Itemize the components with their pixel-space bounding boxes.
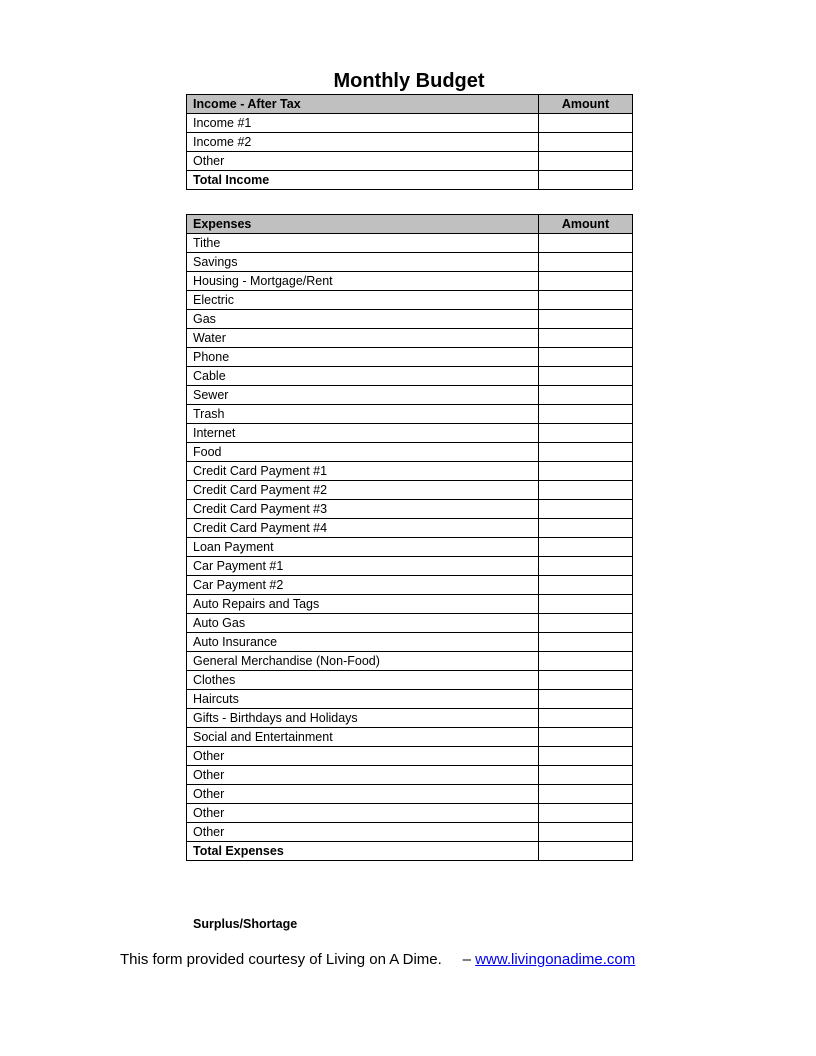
expenses-row xyxy=(187,804,633,823)
expenses-amount-cell[interactable] xyxy=(539,709,633,728)
income-amount-cell[interactable] xyxy=(539,114,633,133)
income-row xyxy=(187,152,633,171)
expenses-row-label: Credit Card Payment #1 xyxy=(187,462,539,481)
expenses-row-label: Clothes xyxy=(187,671,539,690)
expenses-row-label: Car Payment #2 xyxy=(187,576,539,595)
expenses-row-label: Sewer xyxy=(187,386,539,405)
expenses-amount-cell[interactable] xyxy=(539,462,633,481)
expenses-amount-cell[interactable] xyxy=(539,538,633,557)
expenses-row-label: Credit Card Payment #4 xyxy=(187,519,539,538)
expenses-amount-cell[interactable] xyxy=(539,576,633,595)
income-amount-cell[interactable] xyxy=(539,133,633,152)
expenses-row xyxy=(187,576,633,595)
expenses-row xyxy=(187,291,633,310)
footer-text: This form provided courtesy of Living on A Dime. xyxy=(120,951,442,968)
expenses-row xyxy=(187,595,633,614)
expenses-total-amount-cell[interactable] xyxy=(539,842,633,861)
expenses-row xyxy=(187,709,633,728)
surplus-shortage-label: Surplus/Shortage xyxy=(193,917,298,931)
expenses-row xyxy=(187,766,633,785)
income-amount-cell[interactable] xyxy=(539,152,633,171)
expenses-row xyxy=(187,462,633,481)
expenses-amount-cell[interactable] xyxy=(539,557,633,576)
expenses-amount-cell[interactable] xyxy=(539,386,633,405)
expenses-row-label: Other xyxy=(187,823,539,842)
income-header-amount: Amount xyxy=(539,95,633,114)
expenses-header-amount: Amount xyxy=(539,215,633,234)
expenses-amount-cell[interactable] xyxy=(539,614,633,633)
expenses-row-label: Internet xyxy=(187,424,539,443)
expenses-row xyxy=(187,690,633,709)
income-header-label: Income - After Tax xyxy=(187,95,539,114)
expenses-amount-cell[interactable] xyxy=(539,804,633,823)
footer xyxy=(120,951,635,968)
expenses-amount-cell[interactable] xyxy=(539,823,633,842)
expenses-amount-cell[interactable] xyxy=(539,633,633,652)
expenses-total-row xyxy=(187,842,633,861)
expenses-row-label: Other xyxy=(187,804,539,823)
expenses-row-label: Social and Entertainment xyxy=(187,728,539,747)
expenses-row xyxy=(187,557,633,576)
expenses-row xyxy=(187,386,633,405)
expenses-row-label: Gifts - Birthdays and Holidays xyxy=(187,709,539,728)
expenses-amount-cell[interactable] xyxy=(539,272,633,291)
expenses-row xyxy=(187,424,633,443)
expenses-row-label: Electric xyxy=(187,291,539,310)
expenses-amount-cell[interactable] xyxy=(539,595,633,614)
income-total-row xyxy=(187,171,633,190)
expenses-row xyxy=(187,823,633,842)
expenses-amount-cell[interactable] xyxy=(539,329,633,348)
expenses-header-label: Expenses xyxy=(187,215,539,234)
expenses-amount-cell[interactable] xyxy=(539,481,633,500)
expenses-row-label: Auto Repairs and Tags xyxy=(187,595,539,614)
expenses-amount-cell[interactable] xyxy=(539,671,633,690)
expenses-amount-cell[interactable] xyxy=(539,291,633,310)
expenses-row xyxy=(187,443,633,462)
expenses-row xyxy=(187,234,633,253)
expenses-row xyxy=(187,500,633,519)
expenses-total-label: Total Expenses xyxy=(187,842,539,861)
expenses-amount-cell[interactable] xyxy=(539,690,633,709)
expenses-row-label: Trash xyxy=(187,405,539,424)
expenses-row xyxy=(187,329,633,348)
footer-link[interactable]: www.livingonadime.com xyxy=(475,951,636,968)
expenses-row-label: Cable xyxy=(187,367,539,386)
expenses-amount-cell[interactable] xyxy=(539,234,633,253)
expenses-amount-cell[interactable] xyxy=(539,652,633,671)
expenses-row-label: Food xyxy=(187,443,539,462)
expenses-amount-cell[interactable] xyxy=(539,348,633,367)
expenses-amount-cell[interactable] xyxy=(539,747,633,766)
expenses-row xyxy=(187,633,633,652)
expenses-amount-cell[interactable] xyxy=(539,766,633,785)
expenses-amount-cell[interactable] xyxy=(539,443,633,462)
expenses-amount-cell[interactable] xyxy=(539,367,633,386)
income-row-label: Income #2 xyxy=(187,133,539,152)
expenses-row xyxy=(187,519,633,538)
expenses-row-label: Phone xyxy=(187,348,539,367)
expenses-row xyxy=(187,367,633,386)
expenses-row xyxy=(187,405,633,424)
expenses-row xyxy=(187,614,633,633)
expenses-row xyxy=(187,538,633,557)
expenses-row-label: Other xyxy=(187,766,539,785)
expenses-row xyxy=(187,348,633,367)
income-total-label: Total Income xyxy=(187,171,539,190)
expenses-row xyxy=(187,728,633,747)
expenses-amount-cell[interactable] xyxy=(539,253,633,272)
expenses-row xyxy=(187,652,633,671)
expenses-row-label: General Merchandise (Non-Food) xyxy=(187,652,539,671)
expenses-row xyxy=(187,253,633,272)
expenses-row-label: Gas xyxy=(187,310,539,329)
expenses-row-label: Tithe xyxy=(187,234,539,253)
footer-dash: – xyxy=(462,951,471,968)
income-row xyxy=(187,114,633,133)
expenses-row-label: Loan Payment xyxy=(187,538,539,557)
expenses-amount-cell[interactable] xyxy=(539,310,633,329)
income-row-label: Income #1 xyxy=(187,114,539,133)
expenses-amount-cell[interactable] xyxy=(539,519,633,538)
expenses-row-label: Credit Card Payment #2 xyxy=(187,481,539,500)
expenses-row-label: Other xyxy=(187,747,539,766)
expenses-row-label: Housing - Mortgage/Rent xyxy=(187,272,539,291)
expenses-amount-cell[interactable] xyxy=(539,728,633,747)
expenses-amount-cell[interactable] xyxy=(539,500,633,519)
expenses-row-label: Auto Gas xyxy=(187,614,539,633)
expenses-amount-cell[interactable] xyxy=(539,405,633,424)
expenses-row xyxy=(187,272,633,291)
page-title: Monthly Budget xyxy=(333,70,485,92)
expenses-row-label: Auto Insurance xyxy=(187,633,539,652)
expenses-header-row xyxy=(187,215,633,234)
expenses-amount-cell[interactable] xyxy=(539,424,633,443)
expenses-row-label: Other xyxy=(187,785,539,804)
income-row-label: Other xyxy=(187,152,539,171)
expenses-row xyxy=(187,747,633,766)
income-total-amount-cell[interactable] xyxy=(539,171,633,190)
expenses-row xyxy=(187,310,633,329)
income-row xyxy=(187,133,633,152)
expenses-amount-cell[interactable] xyxy=(539,785,633,804)
expenses-row xyxy=(187,785,633,804)
income-table xyxy=(186,94,633,190)
expenses-row-label: Credit Card Payment #3 xyxy=(187,500,539,519)
expenses-row-label: Water xyxy=(187,329,539,348)
expenses-table xyxy=(186,214,633,861)
expenses-row xyxy=(187,671,633,690)
expenses-row xyxy=(187,481,633,500)
income-header-row xyxy=(187,95,633,114)
expenses-row-label: Car Payment #1 xyxy=(187,557,539,576)
expenses-row-label: Savings xyxy=(187,253,539,272)
expenses-row-label: Haircuts xyxy=(187,690,539,709)
